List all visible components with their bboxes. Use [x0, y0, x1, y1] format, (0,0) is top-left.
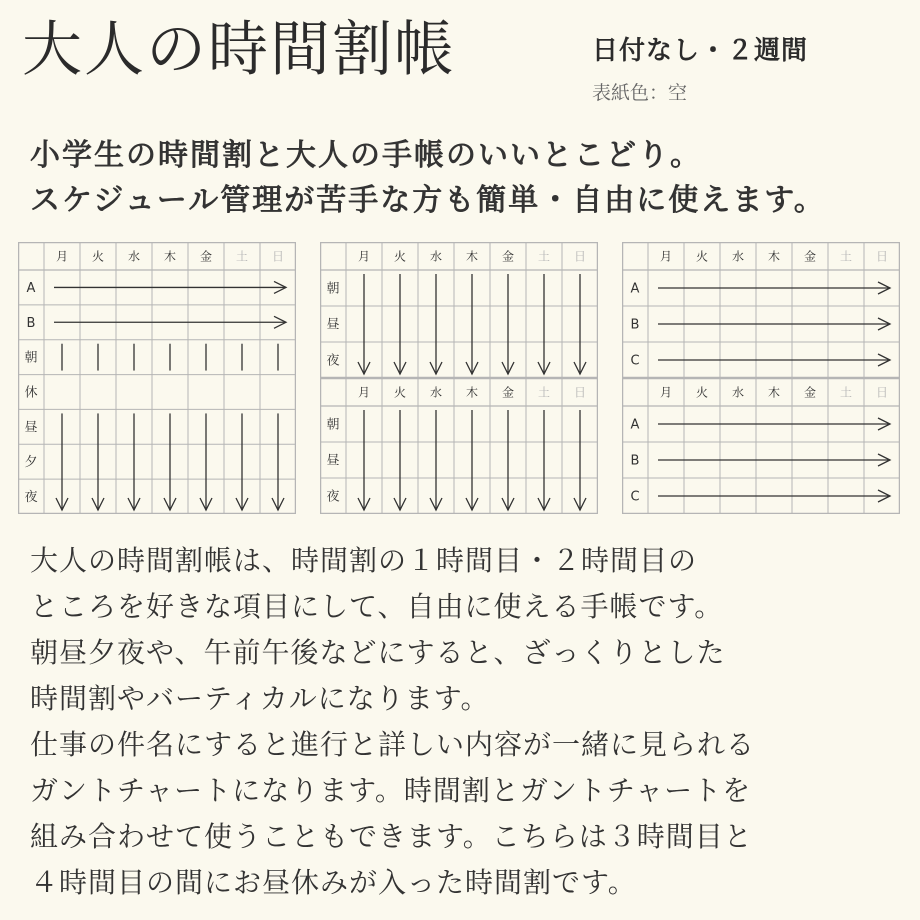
page-title: 大人の時間割帳	[22, 15, 456, 85]
row-label: 昼	[24, 420, 38, 436]
day-header: 水	[731, 385, 745, 400]
description-line: 仕事の件名にすると進行と詳しい内容が一緒に見られる	[30, 728, 756, 761]
day-header: 日	[573, 385, 587, 400]
row-label: 朝	[326, 281, 340, 297]
row-label: 休	[24, 385, 38, 401]
day-header: 火	[695, 385, 709, 400]
day-header: 水	[429, 249, 443, 264]
row-label: A	[630, 281, 640, 297]
description-line: 朝昼夕夜や、午前午後などにすると、ざっくりとした	[30, 636, 726, 669]
description	[30, 538, 910, 906]
day-header: 月	[357, 249, 371, 264]
lead-line-1: 小学生の時間割と大人の手帳のいいとこどり。	[30, 138, 702, 173]
page-subtitle: 日付なし・２週間	[592, 36, 809, 66]
day-header: 木	[163, 249, 177, 264]
day-header: 月	[659, 249, 673, 264]
day-header: 月	[659, 385, 673, 400]
row-label: A	[26, 280, 36, 296]
cover-color-label: 表紙色：空	[592, 82, 688, 104]
description-line: ４時間目の間にお昼休みが入った時間割です。	[30, 866, 637, 899]
day-header: 月	[357, 385, 371, 400]
row-label: C	[630, 353, 640, 369]
day-header: 土	[839, 249, 853, 264]
row-label: B	[630, 453, 640, 469]
row-label: 夕	[24, 455, 38, 471]
row-label: B	[26, 315, 36, 331]
day-header: 金	[501, 249, 515, 264]
description-line: 時間割やバーティカルになります。	[30, 682, 490, 715]
day-header: 木	[465, 249, 479, 264]
grid-border	[19, 243, 296, 514]
row-label: 夜	[326, 353, 340, 369]
day-header: 木	[465, 385, 479, 400]
row-label: B	[630, 317, 640, 333]
row-label: 朝	[24, 350, 38, 366]
day-header: 日	[875, 385, 889, 400]
diagram-gantt	[622, 242, 900, 514]
day-header: 水	[127, 249, 141, 264]
row-label: C	[630, 489, 640, 505]
day-header: 月	[55, 249, 69, 264]
day-header: 火	[91, 249, 105, 264]
day-header: 土	[235, 249, 249, 264]
row-label: 昼	[326, 453, 340, 469]
description-line: ガントチャートになります。時間割とガントチャートを	[30, 774, 752, 807]
diagram-timetable	[18, 242, 296, 514]
lead-line-2: スケジュール管理が苦手な方も簡単・自由に使えます。	[30, 183, 826, 218]
day-header: 金	[501, 385, 515, 400]
day-header: 水	[731, 249, 745, 264]
day-header: 日	[573, 249, 587, 264]
day-header: 日	[875, 249, 889, 264]
row-label: 夜	[326, 489, 340, 505]
row-label: A	[630, 417, 640, 433]
day-header: 火	[393, 249, 407, 264]
day-header: 金	[199, 249, 213, 264]
day-header: 土	[537, 249, 551, 264]
day-header: 木	[767, 385, 781, 400]
day-header: 日	[271, 249, 285, 264]
day-header: 火	[695, 249, 709, 264]
row-label: 昼	[326, 317, 340, 333]
day-header: 火	[393, 385, 407, 400]
day-header: 水	[429, 385, 443, 400]
day-header: 木	[767, 249, 781, 264]
day-header: 土	[839, 385, 853, 400]
diagram-vertical	[320, 242, 598, 514]
row-label: 朝	[326, 417, 340, 433]
day-header: 金	[803, 385, 817, 400]
row-label: 夜	[24, 490, 38, 506]
day-header: 土	[537, 385, 551, 400]
description-line: 組み合わせて使うこともできます。こちらは３時間目と	[30, 820, 753, 853]
day-header: 金	[803, 249, 817, 264]
description-line: 大人の時間割帳は、時間割の１時間目・２時間目の	[30, 544, 698, 577]
description-line: ところを好きな項目にして、自由に使える手帳です。	[30, 590, 724, 623]
